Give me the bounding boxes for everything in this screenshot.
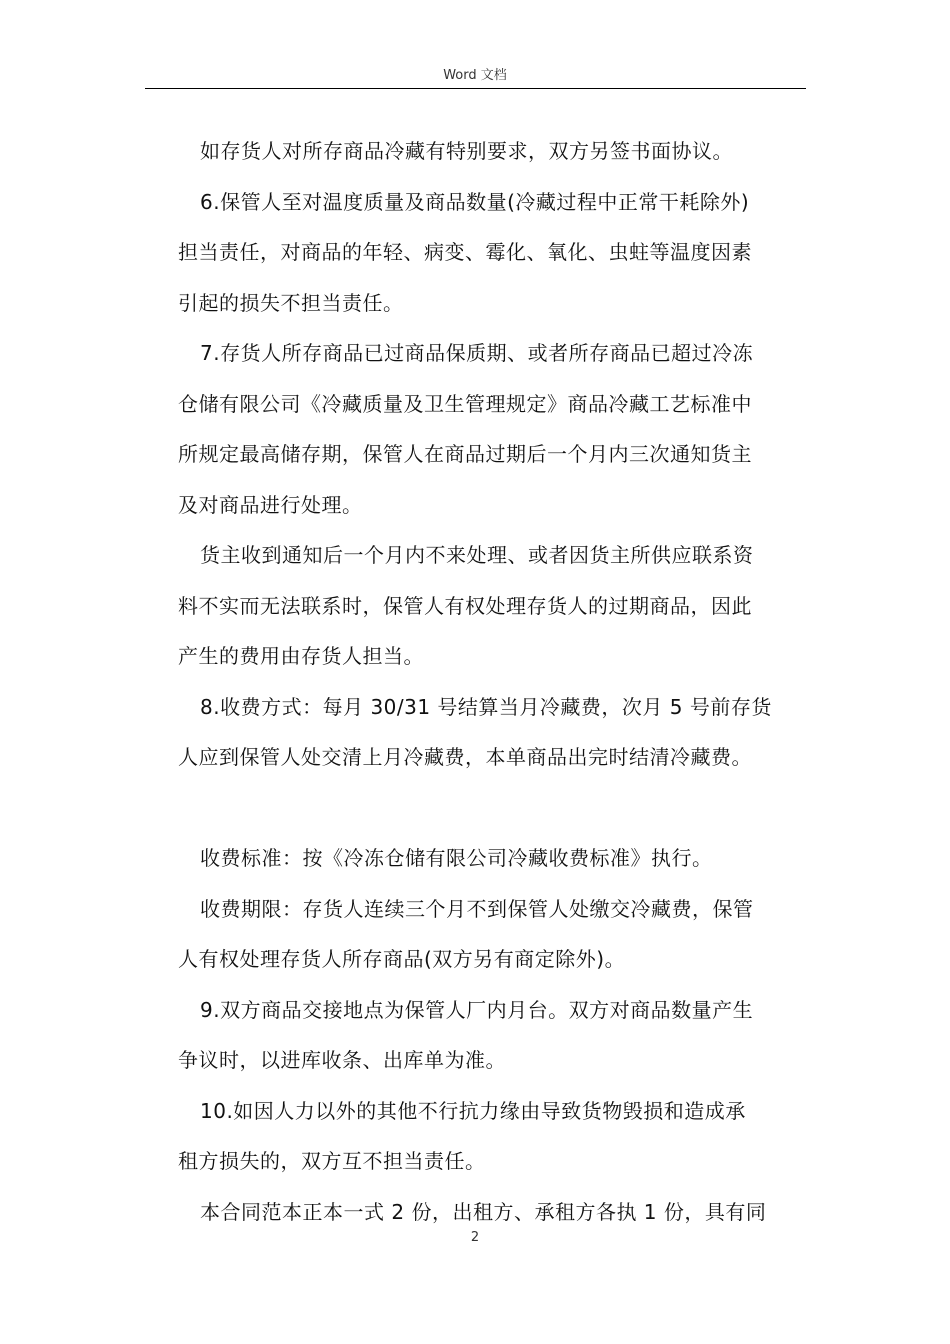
paragraph-line: 10.如因人力以外的其他不行抗力缘由导致货物毁损和造成承: [200, 1098, 746, 1123]
page-number: 2: [470, 1230, 480, 1245]
header-title: Word 文档: [443, 68, 507, 83]
paragraph-line: 8.收费方式：每月 30/31 号结算当月冷藏费，次月 5 号前存货: [200, 694, 772, 719]
paragraph-line: 6.保管人至对温度质量及商品数量(冷藏过程中正常干耗除外): [200, 189, 750, 214]
paragraph-line: 7.存货人所存商品已过商品保质期、或者所存商品已超过冷冻: [200, 341, 754, 365]
paragraph-line: 引起的损失不担当责任。: [178, 290, 404, 315]
paragraph-line: 本合同范本正本一式 2 份，出租方、承租方各执 1 份，具有同: [200, 1199, 767, 1224]
paragraph-line: 及对商品进行处理。: [178, 492, 363, 517]
paragraph-line: 争议时，以进库收条、出库单为准。: [178, 1048, 506, 1072]
paragraph-line: 人应到保管人处交清上月冷藏费，本单商品出完时结清冷藏费。: [178, 745, 752, 769]
paragraph-line: 9.双方商品交接地点为保管人厂内月台。双方对商品数量产生: [200, 997, 754, 1022]
paragraph-line: 产生的费用由存货人担当。: [178, 644, 424, 668]
paragraph-line: 料不实而无法联系时，保管人有权处理存货人的过期商品，因此: [178, 593, 752, 618]
header-divider: [145, 88, 806, 89]
paragraph-line: 租方损失的，双方互不担当责任。: [178, 1149, 486, 1173]
paragraph-line: 担当责任，对商品的年轻、病变、霉化、氧化、虫蛀等温度因素: [178, 240, 752, 264]
paragraph-spacer: [178, 783, 810, 834]
paragraph-line: 收费期限：存货人连续三个月不到保管人处缴交冷藏费，保管: [200, 896, 754, 921]
paragraph-line: 收费标准：按《冷冻仓储有限公司冷藏收费标准》执行。: [200, 846, 713, 870]
paragraph-line: 货主收到通知后一个月内不来处理、或者因货主所供应联系资: [200, 543, 754, 567]
document-body: [178, 126, 810, 1237]
paragraph-line: 如存货人对所存商品冷藏有特别要求，双方另签书面协议。: [200, 139, 733, 163]
paragraph-line: 所规定最高储存期，保管人在商品过期后一个月内三次通知货主: [178, 442, 752, 466]
paragraph-line: 人有权处理存货人所存商品(双方另有商定除外)。: [178, 947, 626, 971]
paragraph-line: 仓储有限公司《冷藏质量及卫生管理规定》商品冷藏工艺标准中: [178, 391, 752, 416]
